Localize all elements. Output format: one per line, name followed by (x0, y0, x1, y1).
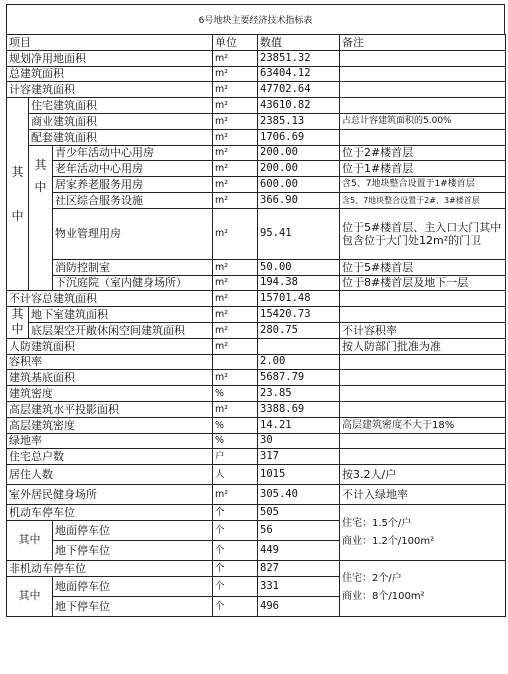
row-unit: % (213, 386, 258, 402)
group-label-motor: 其中 (7, 520, 53, 560)
row-value: 449 (258, 540, 340, 560)
row-value: 14.21 (258, 417, 340, 433)
row-unit: % (213, 433, 258, 449)
row-note (340, 354, 506, 370)
row-unit: m² (213, 192, 258, 208)
row-unit: m² (213, 208, 258, 259)
table-row (7, 177, 506, 193)
table-row (7, 275, 506, 291)
row-value: 23851.32 (258, 50, 340, 66)
row-label: 人防建筑面积 (7, 338, 213, 354)
row-label: 住宅建筑面积 (29, 98, 213, 114)
row-value: 47702.64 (258, 82, 340, 98)
row-label: 高层建筑密度 (7, 417, 213, 433)
row-note (340, 307, 506, 323)
row-label: 建筑基底面积 (7, 370, 213, 386)
table-row (7, 98, 506, 114)
row-unit: m² (213, 50, 258, 66)
row-value: 30 (258, 433, 340, 449)
row-note: 高层建筑密度不大于18% (340, 417, 506, 433)
table-row (7, 259, 506, 275)
row-unit: 人 (213, 465, 258, 485)
table-row (7, 322, 506, 338)
row-value: 200.00 (258, 145, 340, 161)
row-label: 容积率 (7, 354, 213, 370)
row-value: 317 (258, 449, 340, 465)
row-note: 不计容积率 (340, 322, 506, 338)
row-label: 机动车停车位 (7, 505, 213, 521)
table-row (7, 82, 506, 98)
row-unit: 个 (213, 560, 258, 576)
table-row (7, 485, 506, 505)
row-value: 331 (258, 576, 340, 596)
row-unit: % (213, 417, 258, 433)
row-unit: m² (213, 322, 258, 338)
row-note: 位于5#楼首层 (340, 259, 506, 275)
row-label: 计容建筑面积 (7, 82, 213, 98)
row-note: 含5、7地块整合设置于2#、3#楼首层 (340, 192, 506, 208)
row-label: 社区综合服务设施 (53, 192, 213, 208)
table-row (7, 386, 506, 402)
group-label-underground: 其 中 (7, 307, 29, 339)
row-value: 95.41 (258, 208, 340, 259)
row-unit: m² (213, 307, 258, 323)
table-row (7, 161, 506, 177)
row-value: 15420.73 (258, 307, 340, 323)
row-unit: m² (213, 275, 258, 291)
row-note (340, 129, 506, 145)
row-label: 居家养老服务用房 (53, 177, 213, 193)
table-row (7, 465, 506, 485)
group-label-qizhong: 其 中 (7, 98, 29, 291)
row-note: 位于5#楼首层、主入口大门其中包含位于大门处12m²的门卫 (340, 208, 506, 259)
row-value: 23.85 (258, 386, 340, 402)
table-row (7, 401, 506, 417)
row-label: 地下停车位 (53, 596, 213, 616)
row-label: 居住人数 (7, 465, 213, 485)
row-value: 496 (258, 596, 340, 616)
parking-note-motor: 住宅：1.5个/户 商业：1.2个/100m² (340, 505, 506, 561)
table-row (7, 560, 506, 576)
header-note: 备注 (340, 35, 506, 51)
table-row (7, 338, 506, 354)
row-unit: m² (213, 98, 258, 114)
row-note: 含5、7地块整合设置于1#楼首层 (340, 177, 506, 193)
row-unit: 个 (213, 520, 258, 540)
row-value (258, 338, 340, 354)
row-note (340, 401, 506, 417)
row-unit: 户 (213, 449, 258, 465)
row-label: 消防控制室 (53, 259, 213, 275)
row-value: 200.00 (258, 161, 340, 177)
row-unit: m² (213, 66, 258, 82)
row-label: 规划净用地面积 (7, 50, 213, 66)
row-note (340, 82, 506, 98)
group-label-qizhong-inner: 其 中 (29, 145, 53, 291)
row-unit (213, 354, 258, 370)
row-note: 按3.2人/户 (340, 465, 506, 485)
row-unit: 个 (213, 596, 258, 616)
table-row (7, 417, 506, 433)
row-unit: m² (213, 129, 258, 145)
indicator-table (6, 34, 506, 617)
indicator-sheet (6, 4, 505, 617)
row-value: 2385.13 (258, 113, 340, 129)
row-label: 配套建筑面积 (29, 129, 213, 145)
row-label: 室外居民健身场所 (7, 485, 213, 505)
row-unit: m² (213, 370, 258, 386)
row-label: 地下室建筑面积 (29, 307, 213, 323)
table-row (7, 505, 506, 521)
row-unit: 个 (213, 505, 258, 521)
group-label-bike: 其中 (7, 576, 53, 616)
row-note: 不计入绿地率 (340, 485, 506, 505)
row-value: 5687.79 (258, 370, 340, 386)
row-unit: m² (213, 338, 258, 354)
row-value: 1706.69 (258, 129, 340, 145)
row-note: 按人防部门批准为准 (340, 338, 506, 354)
row-label: 高层建筑水平投影面积 (7, 401, 213, 417)
row-unit: m² (213, 82, 258, 98)
table-row (7, 145, 506, 161)
row-unit: 个 (213, 540, 258, 560)
row-value: 63404.12 (258, 66, 340, 82)
table-row (7, 354, 506, 370)
row-note (340, 66, 506, 82)
row-label: 绿地率 (7, 433, 213, 449)
table-row (7, 449, 506, 465)
row-unit: m² (213, 401, 258, 417)
row-value: 366.90 (258, 192, 340, 208)
row-note (340, 98, 506, 114)
row-label: 非机动车停车位 (7, 560, 213, 576)
row-label: 地面停车位 (53, 576, 213, 596)
row-note: 位于8#楼首层及地下一层 (340, 275, 506, 291)
row-value: 600.00 (258, 177, 340, 193)
table-row (7, 192, 506, 208)
row-value: 280.75 (258, 322, 340, 338)
row-note (340, 433, 506, 449)
header-row (7, 35, 506, 51)
header-value: 数值 (258, 35, 340, 51)
table-row (7, 66, 506, 82)
row-label: 地面停车位 (53, 520, 213, 540)
row-unit: m² (213, 161, 258, 177)
row-unit: m² (213, 177, 258, 193)
row-value: 15701.48 (258, 291, 340, 307)
row-label: 老年活动中心用房 (53, 161, 213, 177)
row-value: 1015 (258, 465, 340, 485)
row-unit: 个 (213, 576, 258, 596)
parking-note-bike: 住宅：2个/户 商业：8个/100m² (340, 560, 506, 616)
row-note (340, 50, 506, 66)
row-label: 住宅总户数 (7, 449, 213, 465)
row-unit: m² (213, 145, 258, 161)
row-label: 地下停车位 (53, 540, 213, 560)
row-note (340, 291, 506, 307)
row-unit: m² (213, 485, 258, 505)
table-row (7, 113, 506, 129)
table-row (7, 307, 506, 323)
header-unit: 单位 (213, 35, 258, 51)
row-label: 青少年活动中心用房 (53, 145, 213, 161)
row-note: 位于2#楼首层 (340, 145, 506, 161)
header-item: 项目 (7, 35, 213, 51)
row-note: 位于1#楼首层 (340, 161, 506, 177)
row-value: 2.00 (258, 354, 340, 370)
row-value: 56 (258, 520, 340, 540)
row-label: 下沉庭院（室内健身场所） (53, 275, 213, 291)
row-note (340, 370, 506, 386)
row-unit: m² (213, 291, 258, 307)
row-note: 占总计容建筑面积的5.00% (340, 113, 506, 129)
row-label: 底层架空开敞休闲空间建筑面积 (29, 322, 213, 338)
row-unit: m² (213, 259, 258, 275)
row-unit: m² (213, 113, 258, 129)
table-row (7, 370, 506, 386)
row-value: 827 (258, 560, 340, 576)
row-label: 不计容总建筑面积 (7, 291, 213, 307)
table-title: 6号地块主要经济技术指标表 (6, 4, 505, 34)
row-label: 建筑密度 (7, 386, 213, 402)
table-row (7, 433, 506, 449)
row-value: 305.40 (258, 485, 340, 505)
table-row (7, 291, 506, 307)
row-value: 3388.69 (258, 401, 340, 417)
row-value: 50.00 (258, 259, 340, 275)
table-row (7, 129, 506, 145)
row-value: 43610.82 (258, 98, 340, 114)
row-label: 总建筑面积 (7, 66, 213, 82)
row-value: 505 (258, 505, 340, 521)
table-row (7, 208, 506, 259)
row-value: 194.38 (258, 275, 340, 291)
row-note (340, 449, 506, 465)
row-label: 商业建筑面积 (29, 113, 213, 129)
table-row (7, 50, 506, 66)
row-label: 物业管理用房 (53, 208, 213, 259)
row-note (340, 386, 506, 402)
